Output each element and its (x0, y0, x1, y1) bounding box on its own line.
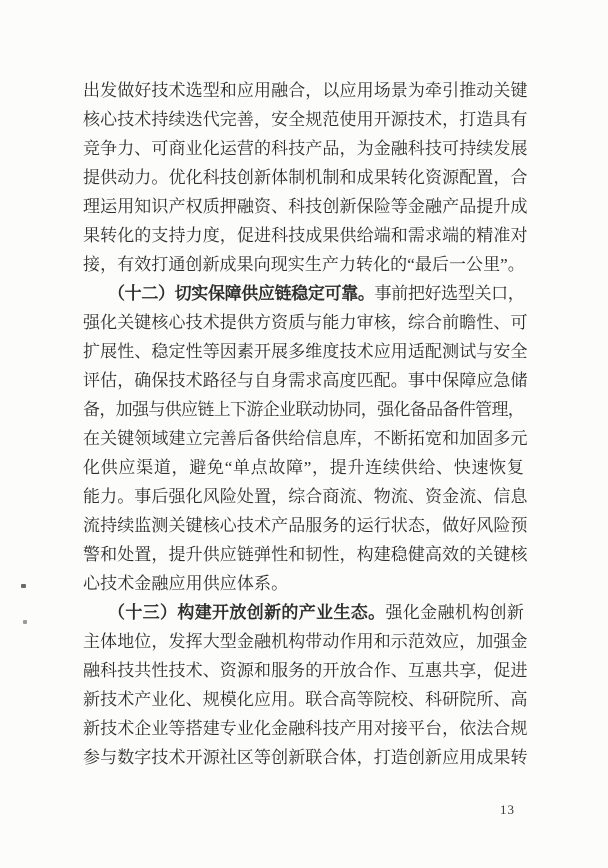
line-text: 心技术金融应用供应体系。 (83, 574, 289, 593)
body-text (83, 76, 528, 772)
line-text: 强化关键核心技术提供方资质与能力审核，综合前瞻性、可 (83, 313, 528, 332)
line-text: 出发做好技术选型和应用融合，以应用场景为牵引推动关键 (83, 81, 528, 100)
line-text: 扩展性、稳定性等因素开展多维度技术应用适配测试与安全 (83, 342, 528, 361)
line-text: 融科技共性技术、资源和服务的开放合作、互惠共享，促进 (83, 661, 528, 680)
line-text: 提供动力。优化科技创新体制机制和成果转化资源配置，合 (83, 168, 528, 187)
text-line (83, 366, 528, 395)
text-line-item-12 (83, 279, 524, 308)
text-line (83, 511, 528, 540)
text-line (83, 540, 528, 569)
paragraph-heading: （十三）构建开放创新的产业生态。 (108, 603, 386, 622)
text-line (83, 685, 528, 714)
line-text: 新技术企业等搭建专业化金融科技产用对接平台，依法合规 (83, 719, 528, 738)
line-text: 能力。事后强化风险处置，综合商流、物流、资金流、信息 (83, 487, 528, 506)
text-line-item-13 (83, 598, 524, 627)
line-text: 核心技术持续迭代完善，安全规范使用开源技术，打造具有 (83, 110, 528, 129)
text-line (83, 192, 528, 221)
line-text: 新技术产业化、规模化应用。联合高等院校、科研院所、高 (83, 690, 528, 709)
line-text: 警和处置，提升供应链弹性和韧性，构建稳健高效的关键核 (83, 545, 528, 564)
text-line (83, 105, 528, 134)
text-line (83, 743, 528, 772)
text-line (83, 250, 524, 279)
text-line (83, 656, 528, 685)
line-text: 强化金融机构创新 (385, 603, 524, 622)
line-text: 接，有效打通创新成果向现实生产力转化的“最后一公里”。 (83, 255, 524, 274)
text-line (83, 714, 528, 743)
text-line (83, 569, 524, 598)
text-line (83, 308, 528, 337)
text-line (83, 221, 528, 250)
line-text: 在关键领域建立完善后备供给信息库，不断拓宽和加固多元 (83, 429, 528, 448)
line-text: 主体地位，发挥大型金融机构带动作用和示范效应，加强金 (83, 632, 528, 651)
paragraph-heading: （十二）切实保障供应链稳定可靠。 (108, 284, 375, 303)
line-text: 化供应渠道，避免“单点故障”，提升连续供给、快速恢复 (83, 458, 524, 477)
text-line (83, 76, 528, 105)
text-line (83, 453, 524, 482)
line-text: 流持续监测关键核心技术产品服务的运行状态，做好风险预 (83, 516, 528, 535)
scan-speck (23, 620, 27, 624)
text-line (83, 395, 524, 424)
line-text: 理运用知识产权质押融资、科技创新保险等金融产品提升成 (83, 197, 528, 216)
line-text: 果转化的支持力度，促进科技成果供给端和需求端的精准对 (83, 226, 528, 245)
text-line (83, 482, 528, 511)
text-line (83, 627, 528, 656)
line-text: 备，加强与供应链上下游企业联动协同，强化备品备件管理， (83, 400, 524, 419)
text-line (83, 424, 528, 453)
line-text: 事前把好选型关口， (374, 284, 524, 303)
line-text: 评估，确保技术路径与自身需求高度匹配。事中保障应急储 (83, 371, 528, 390)
line-text: 竞争力、可商业化运营的科技产品，为金融科技可持续发展 (83, 139, 528, 158)
scan-speck (21, 584, 26, 588)
text-line (83, 337, 528, 366)
line-text: 参与数字技术开源社区等创新联合体，打造创新应用成果转 (83, 748, 528, 767)
text-line (83, 134, 528, 163)
page-number: 13 (500, 802, 515, 817)
text-line (83, 163, 528, 192)
